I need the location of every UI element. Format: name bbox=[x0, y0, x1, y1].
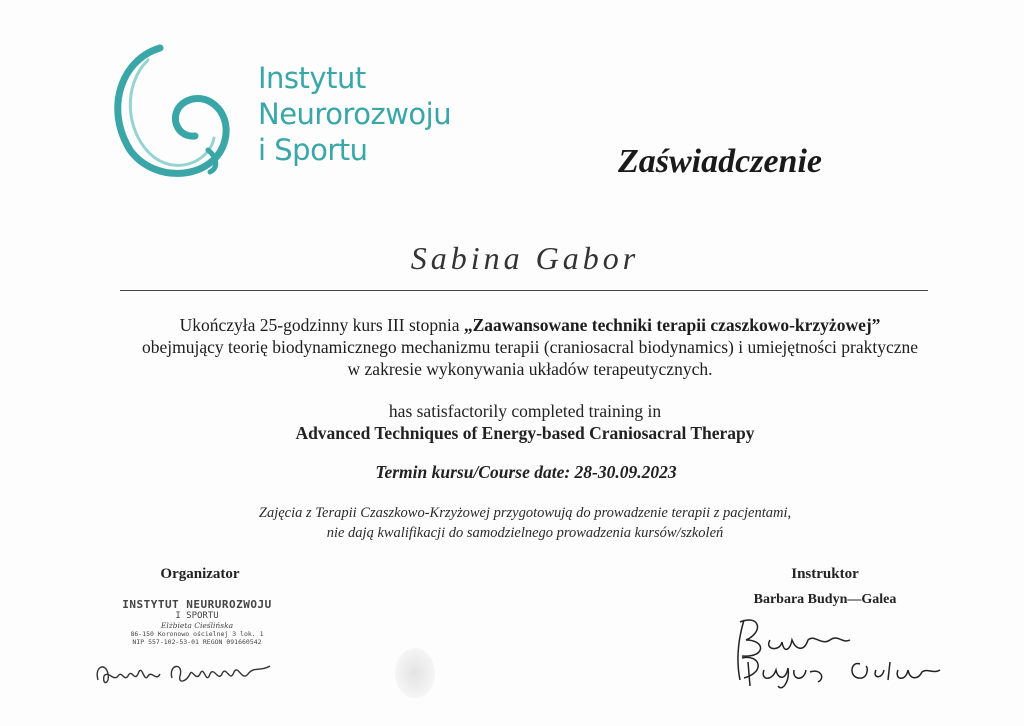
english-line-1: has satisfactorily completed training in bbox=[388, 401, 662, 421]
polish-line-1-prefix: Ukończyła 25-godzinny kurs III stopnia bbox=[179, 315, 464, 335]
spiral-logo-icon bbox=[100, 40, 260, 190]
instructor-signature bbox=[730, 610, 950, 695]
stamp-line-5: NIP 557-102-53-01 REGON 091660542 bbox=[132, 638, 262, 646]
polish-line-3: w zakresie wykonywania układów terapeutycznych. bbox=[347, 359, 713, 379]
organizer-stamp bbox=[92, 598, 302, 646]
logo-line-3: i Sportu bbox=[258, 133, 368, 167]
instructor-label: Instruktor bbox=[791, 566, 859, 582]
recipient-underline bbox=[120, 290, 928, 291]
institute-logo bbox=[100, 40, 460, 190]
polish-line-2: obejmujący teorię biodynamicznego mechanizmu terapii (craniosacral biodynamics) i umiejętności praktyczne bbox=[141, 337, 918, 357]
certificate-title: Zaświadczenie bbox=[618, 143, 822, 180]
organizer-label: Organizator bbox=[160, 566, 240, 582]
note-line-1: Zajęcia z Terapii Czaszkowo-Krzyżowej przygotowują do prowadzenie terapii z pacjentami, bbox=[258, 505, 792, 521]
qualification-note bbox=[60, 503, 990, 543]
recipient-name: Sabina Gabor bbox=[410, 240, 640, 276]
stamp-line-4: 86-150 Koronowo ościelnej 3 lok. 1 bbox=[130, 630, 264, 638]
course-name-english: Advanced Techniques of Energy-based Craniosacral Therapy bbox=[295, 423, 755, 443]
logo-line-1: Instytut bbox=[258, 61, 366, 95]
polish-line-1 bbox=[60, 314, 1000, 336]
polish-description bbox=[60, 314, 1000, 380]
course-date: Termin kursu/Course date: 28-30.09.2023 bbox=[375, 462, 677, 482]
stamp-line-2: I SPORTU bbox=[175, 611, 219, 621]
paper-smudge bbox=[395, 648, 435, 698]
instructor-name: Barbara Budyn—Galea bbox=[753, 592, 897, 607]
stamp-line-1: INSTYTUT NEURUROZWOJU bbox=[122, 598, 272, 611]
logo-wordmark bbox=[258, 60, 451, 168]
logo-line-2: Neurorozwoju bbox=[258, 97, 452, 131]
organizer-signature bbox=[92, 652, 282, 692]
course-name-polish: „Zaawansowane techniki terapii czaszkowo-krzyżowej” bbox=[463, 315, 881, 335]
stamp-line-3: Elżbieta Cieślińska bbox=[160, 621, 234, 630]
note-line-2: nie dają kwalifikacji do samodzielnego prowadzenia kursów/szkoleń bbox=[326, 525, 724, 541]
english-description bbox=[60, 400, 990, 444]
